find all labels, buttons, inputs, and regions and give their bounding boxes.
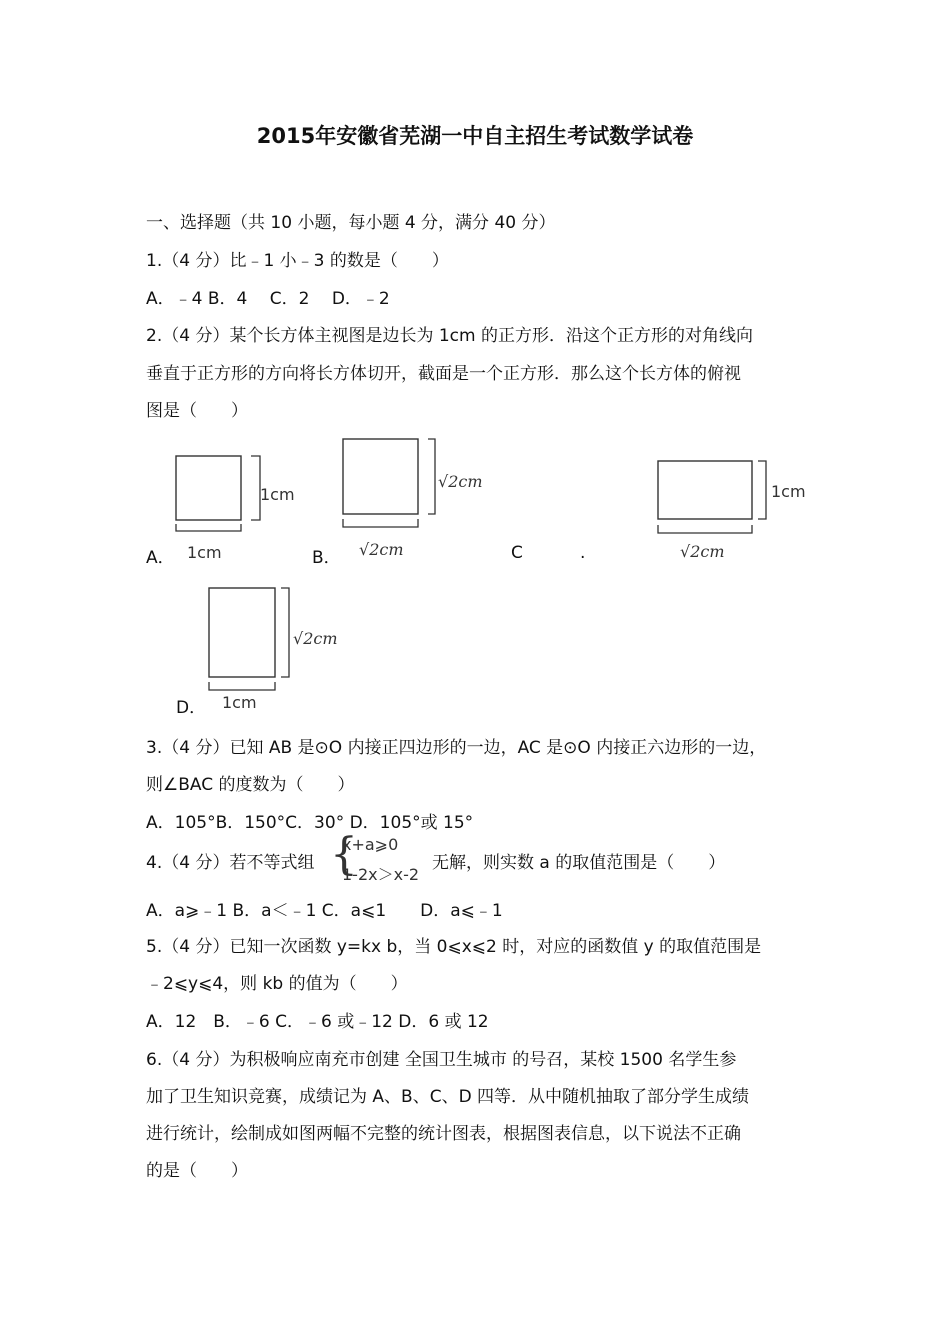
figure-c-height-label: 1cm [771,482,806,501]
question-2-stem-line-3: 图是（ ） [146,401,248,421]
option-c-dot: . [580,543,586,563]
question-5-options: A．12 B．﹣6 C．﹣6 或﹣12 D．6 或 12 [146,1012,489,1032]
figure-a-width-label: 1cm [187,543,222,562]
question-5-stem-line-2: ﹣2⩽y⩽4，则 kb 的值为（ ） [146,974,408,994]
question-1-stem: 1.（4 分）比﹣1 小﹣3 的数是（ ） [146,251,449,271]
question-5-stem-line-1: 5.（4 分）已知一次函数 y=kx b，当 0⩽x⩽2 时，对应的函数值 y 的取值范围是 [146,937,762,957]
section-heading: 一、选择题（共 10 小题，每小题 4 分，满分 40 分） [146,213,556,233]
inequality-2: 1-2x＞x-2 [342,865,420,884]
figure-a [165,450,305,570]
figure-b-width-label: √2cm [359,540,404,559]
question-2-stem-line-1: 2.（4 分）某个长方体主视图是边长为 1cm 的正方形．沿这个正方形的对角线向 [146,326,753,346]
inequality-1: x+a⩾0 [342,835,399,854]
question-1-options: A．﹣4 B．4 C．2 D．﹣2 [146,289,390,309]
option-a-label: A． [146,548,175,568]
question-6-stem-line-3: 进行统计，绘制成如图两幅不完整的统计图表，根据图表信息，以下说法不正确 [146,1124,741,1144]
question-4-stem-prefix: 4.（4 分）若不等式组 [146,853,315,873]
question-2-stem-line-2: 垂直于正方形的方向将长方体切开，截面是一个正方形．那么这个长方体的俯视 [146,364,741,384]
figure-c-rectangle [658,461,752,519]
page-title: 2015年安徽省芜湖一中自主招生考试数学试卷 [256,124,694,148]
figure-b-square [343,439,418,514]
figure-d-width-label: 1cm [222,693,257,712]
option-c-label: C [511,543,523,563]
figure-a-square [176,456,241,520]
question-3-options: A．105°B．150°C．30° D．105°或 15° [146,813,474,833]
inequality-brace: { [330,829,358,880]
option-b-label: B． [312,548,341,568]
figure-d-rectangle [209,588,275,677]
figure-d [200,580,360,715]
figure-b-height-label: √2cm [438,472,483,491]
question-6-stem-line-1: 6.（4 分）为积极响应南充市创建 全国卫生城市 的号召，某校 1500 名学生参 [146,1050,737,1070]
question-6-stem-line-2: 加了卫生知识竞赛，成绩记为 A、B、C、D 四等．从中随机抽取了部分学生成绩 [146,1087,750,1107]
figure-c [650,452,820,572]
figure-d-height-label: √2cm [293,629,338,648]
question-6-stem-line-4: 的是（ ） [146,1161,248,1181]
figure-a-height-label: 1cm [260,485,295,504]
option-d-label: D． [176,698,207,718]
question-4-options: A．a⩾﹣1 B．a＜﹣1 C．a⩽1 D．a⩽﹣1 [146,901,503,921]
question-3-stem-line-1: 3.（4 分）已知 AB 是⊙O 内接正四边形的一边，AC 是⊙O 内接正六边形的一边， [146,738,767,758]
figure-b [335,430,505,570]
question-3-stem-line-2: 则∠BAC 的度数为（ ） [146,775,355,795]
question-4-stem-suffix: 无解，则实数 a 的取值范围是（ ） [432,853,726,873]
figure-c-width-label: √2cm [680,542,725,561]
